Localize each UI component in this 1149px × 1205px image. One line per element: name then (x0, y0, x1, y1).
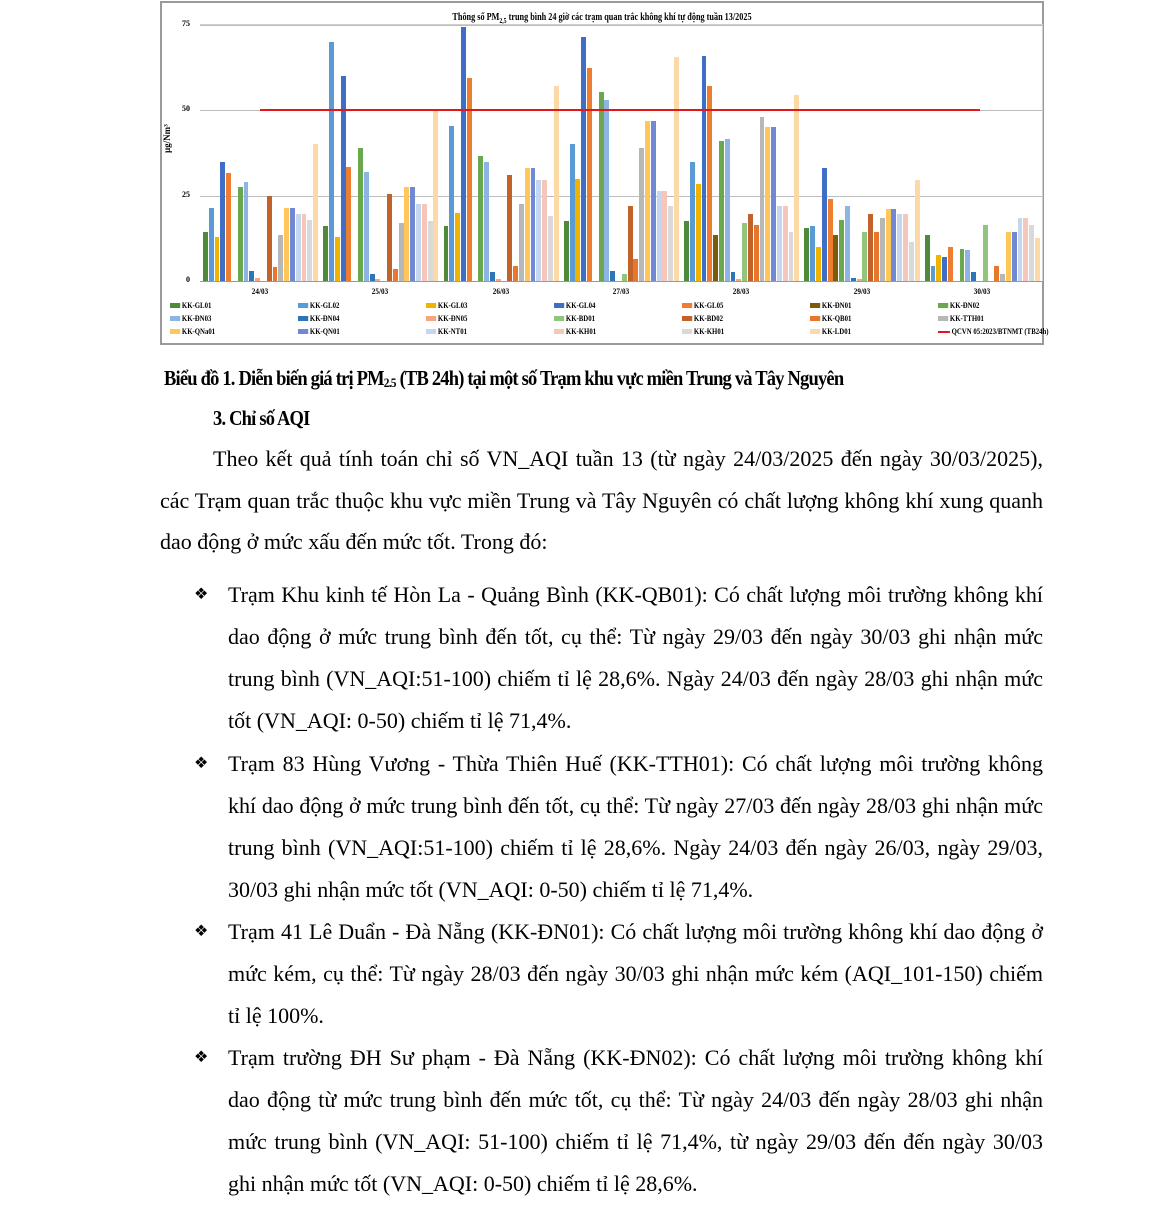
legend-item (298, 327, 340, 336)
legend-label: KK-ĐN03 (181, 314, 212, 323)
section-heading: 3. Chỉ số AQI (213, 406, 310, 430)
legend-item (298, 301, 339, 310)
bar (771, 127, 776, 281)
bar (1000, 274, 1005, 281)
bar (810, 226, 815, 281)
chart-title: Thông số $PM_{2,5}$ trung bình 24 giờ các trạm quan trắc không khí tự động tuần 13/2025 (452, 12, 752, 25)
bar (936, 255, 941, 281)
legend-label: KK-GL04 (565, 301, 596, 310)
intro-paragraph: Theo kết quả tính toán chỉ số VN_AQI tuần 13 (từ ngày 24/03/2025 đến ngày 30/03/2025), các Trạm quan trắc thuộc khu vực miền Trung và Tây Nguyên có chất lượng không khí xung quanh dao động ở mức xấu đến mức tốt. Trong đó: (160, 446, 1043, 554)
legend-item (426, 314, 467, 323)
legend-item (682, 301, 723, 310)
legend-item (810, 327, 851, 336)
legend-label: KK-GL01 (181, 301, 212, 310)
bar (1006, 232, 1011, 281)
bar (449, 126, 454, 281)
bullet-item-dn02 (194, 1037, 1043, 1205)
bar (707, 86, 712, 281)
bar (346, 167, 351, 281)
legend-item (938, 327, 1049, 336)
bar (891, 209, 896, 281)
bar (329, 42, 334, 281)
legend-swatch-icon (426, 329, 436, 334)
y-tick-label: 75 (182, 19, 190, 28)
bar (1012, 232, 1017, 281)
bar (525, 168, 530, 281)
bullet-item-qb01 (194, 574, 1043, 742)
bar (203, 232, 208, 281)
bar (804, 228, 809, 281)
bar (220, 162, 225, 281)
bar (364, 172, 369, 281)
bar (393, 269, 398, 281)
bar (313, 144, 318, 281)
legend-item (810, 301, 851, 310)
bullet-text: Trạm 41 Lê Duẩn - Đà Nẵng (KK-ĐN01): Có chất lượng môi trường không khí dao động ở mức kém, cụ thể: Từ ngày 28/03 đến ngày 30/03 ghi nhận mức kém (AQI_101-150) chiếm tỉ lệ 100%. (228, 919, 1043, 1028)
legend-label: KK-BD01 (565, 314, 595, 323)
y-tick-label: 0 (186, 275, 190, 284)
x-tick-label: 30/03 (973, 287, 991, 296)
bar (736, 279, 741, 281)
bar (296, 214, 301, 281)
bullet-item-tth01 (194, 743, 1043, 911)
pm25-chart (160, 1, 1049, 345)
bar (610, 271, 615, 281)
bar (410, 187, 415, 281)
legend-label: KK-KH01 (565, 327, 597, 336)
bar (690, 162, 695, 281)
bar (209, 208, 214, 281)
bar (754, 225, 759, 281)
bullet-text: Trạm 83 Hùng Vương - Thừa Thiên Huế (KK-TTH01): Có chất lượng môi trường không khí dao động ở mức trung bình đến tốt, cụ thể: Từ ngày 27/03 đến ngày 28/03 ghi nhận mức trung bình (VN_AQI:51-100) chiếm tỉ lệ 28,6%. Ngày 24/03 đến ngày 26/03, ngày 29/03, 30/03 ghi nhận mức tốt (VN_AQI: 0-50) chiếm tỉ lệ 71,4%. (228, 751, 1043, 902)
bar (570, 144, 575, 281)
legend-swatch-icon (810, 303, 820, 308)
diamond-bullet-icon: ❖ (194, 586, 209, 603)
bar (478, 156, 483, 281)
bullet-item-dn01 (194, 911, 1043, 1037)
bar (915, 180, 920, 281)
bar (794, 95, 799, 281)
bar (422, 204, 427, 281)
bar (874, 232, 879, 281)
legend-swatch-icon (170, 303, 180, 308)
bar (564, 221, 569, 281)
bar (633, 259, 638, 281)
bar (765, 127, 770, 281)
bar (622, 274, 627, 281)
legend-item (170, 301, 211, 310)
bar (897, 214, 902, 281)
bar (868, 214, 873, 281)
legend-label: KK-QB01 (821, 314, 852, 323)
legend-swatch-icon (426, 303, 436, 308)
bar (845, 206, 850, 281)
legend-label: KK-KH01 (693, 327, 725, 336)
bar (604, 100, 609, 281)
bar (789, 232, 794, 281)
diamond-bullet-icon: ❖ (194, 755, 209, 772)
bar (554, 86, 559, 281)
bar (674, 57, 679, 281)
bar (536, 180, 541, 281)
bar (696, 184, 701, 281)
bar (909, 242, 914, 281)
bar (725, 139, 730, 281)
legend-item (170, 314, 211, 323)
bar (851, 278, 856, 281)
bar (255, 278, 260, 281)
bar (942, 257, 947, 281)
bar (886, 209, 891, 281)
x-tick-label: 26/03 (492, 287, 509, 296)
bar (822, 168, 827, 281)
bar (484, 162, 489, 281)
bar (948, 247, 953, 281)
legend-swatch-icon (810, 316, 820, 321)
legend-swatch-icon (682, 303, 692, 308)
x-axis (200, 281, 1042, 282)
bar (375, 279, 380, 281)
legend-line-icon (938, 331, 950, 333)
legend-swatch-icon (682, 316, 692, 321)
bar (404, 187, 409, 281)
bullet-text: Trạm trường ĐH Sư phạm - Đà Nẵng (KK-ĐN02): Có chất lượng môi trường không khí dao động từ mức trung bình đến mức tốt, cụ thể: Từ ngày 24/03 đến ngày 28/03 ghi nhận mức trung bình (VN_AQI: 51-100) chiếm tỉ lệ 71,4%, từ ngày 29/03 đến đến ngày 30/03 ghi nhận mức tốt (VN_AQI: 0-50) chiếm tỉ lệ 28,6%. (228, 1045, 1043, 1196)
legend-swatch-icon (554, 316, 564, 321)
x-tick-label: 24/03 (251, 287, 269, 296)
bar (1035, 238, 1040, 281)
bar (839, 220, 844, 281)
bar (587, 68, 592, 281)
legend-label: KK-LD01 (821, 327, 851, 336)
bar (267, 196, 272, 281)
bar (777, 206, 782, 281)
legend-item (298, 314, 339, 323)
bar (713, 235, 718, 281)
legend-swatch-icon (554, 329, 564, 334)
bar (931, 266, 936, 281)
bar (684, 221, 689, 281)
bar (244, 182, 249, 281)
bar (668, 206, 673, 281)
legend-swatch-icon (170, 316, 180, 321)
legend-label: KK-BD02 (693, 314, 723, 323)
y-tick-label: 50 (182, 104, 190, 114)
bar (490, 272, 495, 281)
bar (639, 148, 644, 281)
bar (444, 226, 449, 281)
bar (657, 191, 662, 281)
legend-label: QCVN 05:2023/BTNMT (TB24h) (951, 327, 1049, 336)
x-tick-label: 28/03 (733, 287, 750, 296)
legend-item (170, 327, 215, 336)
bar (581, 37, 586, 281)
bullet-text: Trạm Khu kinh tế Hòn La - Quảng Bình (KK-QB01): Có chất lượng môi trường không khí dao động ở mức trung bình đến tốt, cụ thể: Từ ngày 29/03 đến ngày 30/03 ghi nhận mức trung bình (VN_AQI:51-100) chiếm tỉ lệ 28,6%. Ngày 24/03 đến ngày 28/03 ghi nhận mức tốt (VN_AQI: 0-50) chiếm tỉ lệ 71,4%. (228, 582, 1043, 733)
bar (428, 221, 433, 281)
legend-label: KK-GL02 (309, 301, 340, 310)
bar (760, 117, 765, 281)
x-tick-label: 25/03 (372, 287, 389, 296)
bar (307, 220, 312, 281)
bar (994, 266, 999, 281)
bar (548, 216, 553, 281)
legend-label: KK-ĐN01 (821, 301, 852, 310)
bar (387, 194, 392, 281)
bar (249, 271, 254, 281)
legend-item (682, 327, 724, 336)
bar (702, 56, 707, 281)
legend-swatch-icon (298, 316, 308, 321)
threshold-line (260, 109, 980, 111)
bar (731, 272, 736, 281)
bar (903, 214, 908, 281)
legend-swatch-icon (810, 329, 820, 334)
bar (983, 225, 988, 281)
legend-swatch-icon (170, 329, 180, 334)
bar (783, 206, 788, 281)
legend-swatch-icon (298, 329, 308, 334)
legend-item (426, 301, 467, 310)
legend-item (554, 314, 595, 323)
legend-swatch-icon (298, 303, 308, 308)
gridline (200, 25, 1042, 26)
legend-label: KK-GL03 (437, 301, 468, 310)
bar (833, 235, 838, 281)
y-tick-label: 25 (182, 189, 190, 199)
figure-caption: Biểu đồ 1. Diễn biến giá trị $PM_{2.5}$ (TB 24h) tại một số Trạm khu vực miền Trung và Tây Nguyên (164, 366, 844, 390)
bar (513, 266, 518, 281)
legend-swatch-icon (554, 303, 564, 308)
x-tick-label: 27/03 (612, 287, 630, 296)
bar (284, 208, 289, 281)
bar (857, 279, 862, 281)
legend-label: KK-GL05 (693, 301, 724, 310)
bar (662, 191, 667, 281)
x-tick-label: 29/03 (853, 287, 870, 296)
bar (461, 27, 466, 281)
bar (862, 232, 867, 281)
legend-label: KK-QNa01 (181, 327, 216, 336)
bar (455, 213, 460, 281)
bar (599, 92, 604, 281)
plot-area (182, 19, 1043, 284)
bar (278, 235, 283, 281)
diamond-bullet-icon: ❖ (194, 1049, 209, 1066)
bar (651, 121, 656, 281)
y-axis-label: µg/Nm³ (162, 124, 172, 153)
legend-label: KK-QN01 (309, 327, 340, 336)
legend-label: KK-ĐN05 (437, 314, 468, 323)
bar (925, 235, 930, 281)
legend-item (554, 327, 596, 336)
legend-label: KK-ĐN04 (309, 314, 340, 323)
bar (531, 168, 536, 281)
bar (273, 267, 278, 281)
bar (719, 141, 724, 281)
legend-label: KK-NT01 (437, 327, 467, 336)
bar (965, 250, 970, 281)
legend-item (682, 314, 723, 323)
bar (302, 214, 307, 281)
bar (816, 247, 821, 281)
bar (971, 272, 976, 281)
legend-item (554, 301, 595, 310)
bar (215, 237, 220, 281)
bar (519, 204, 524, 281)
bar (742, 223, 747, 281)
bar (1023, 218, 1028, 281)
legend-swatch-icon (938, 303, 948, 308)
bar (399, 223, 404, 281)
bar (645, 121, 650, 281)
bar (226, 173, 231, 281)
legend-swatch-icon (426, 316, 436, 321)
diamond-bullet-icon: ❖ (194, 923, 209, 940)
bar (341, 76, 346, 281)
bar (238, 187, 243, 281)
bar (416, 204, 421, 281)
bar (496, 279, 501, 281)
legend-item (938, 314, 984, 323)
bar (960, 249, 965, 281)
bar (1029, 225, 1034, 281)
bar (358, 148, 363, 281)
bar (880, 218, 885, 281)
bar (507, 175, 512, 281)
legend-item (938, 301, 979, 310)
legend-label: KK-TTH01 (949, 314, 984, 323)
bar (628, 206, 633, 281)
bar (433, 110, 438, 281)
legend-swatch-icon (682, 329, 692, 334)
bar (575, 179, 580, 281)
legend-item (426, 327, 467, 336)
bar (335, 237, 340, 281)
bar (828, 199, 833, 281)
bar (290, 208, 295, 281)
bar (542, 180, 547, 281)
legend-item (810, 314, 851, 323)
bar (1018, 218, 1023, 281)
legend-swatch-icon (938, 316, 948, 321)
legend-label: KK-ĐN02 (949, 301, 980, 310)
bar (370, 274, 375, 281)
bar (323, 226, 328, 281)
bar (748, 214, 753, 281)
